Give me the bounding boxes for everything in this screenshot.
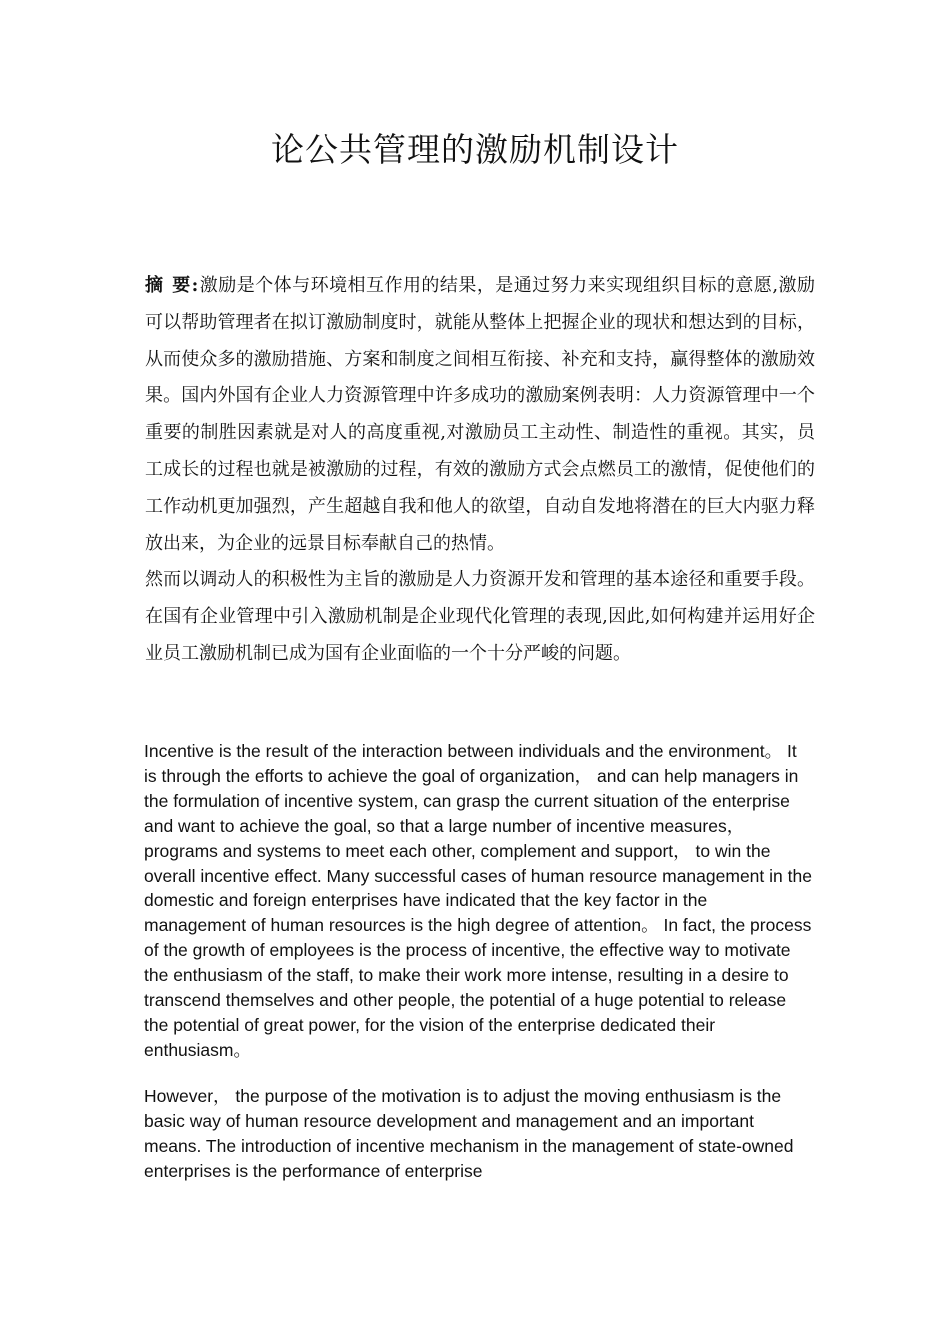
english-abstract-paragraph-2: However， the purpose of the motivation is to adjust the moving enthusiasm is the basic way of human resource development and management and an important means. The introduction of incentive mechanism in the management of state-owned enterprises is the performance of enterprise: [144, 1085, 794, 1181]
chinese-abstract-paragraph-1: [145, 268, 815, 562]
abstract-label: 摘 要:: [145, 275, 200, 296]
chinese-abstract: [145, 268, 815, 673]
document-title: 论公共管理的激励机制设计: [271, 130, 679, 169]
chinese-abstract-paragraph-2: 然而以调动人的积极性为主旨的激励是人力资源开发和管理的基本途径和重要手段。在国有企业管理中引入激励机制是企业现代化管理的表现,因此,如何构建并运用好企业员工激励机制已成为国有企业面临的一个十分严峻的问题。: [145, 569, 815, 664]
english-abstract: [144, 739, 814, 1183]
english-abstract-paragraph-1: Incentive is the result of the interaction between individuals and the environment。 It is through the efforts to achieve the goal of organization， and can help managers in the formulation of incentive system, can grasp the current situation of the enterprise and want to achieve the goal, so that a large number of incentive measures， programs and systems to meet each other, complement and support， to win the overall incentive effect. Many successful cases of human resource management in the domestic and foreign enterprises have indicated that the key factor in the management of human resources is the high degree of attention。 In fact, the process of the growth of employees is the process of incentive, the effective way to motivate the enthusiasm of the staff, to make their work more intense, resulting in a desire to transcend themselves and other people, the potential of a huge potential to release the potential of great power, for the vision of the enterprise dedicated their enthusiasm。: [144, 741, 812, 1060]
chinese-abstract-text-1: 激励是个体与环境相互作用的结果，是通过努力来实现组织目标的意愿,激励可以帮助管理者在拟订激励制度时，就能从整体上把握企业的现状和想达到的目标，从而使众多的激励措施、方案和制度之间相互衔接、补充和支持，赢得整体的激励效果。国内外国有企业人力资源管理中许多成功的激励案例表明：人力资源管理中一个重要的制胜因素就是对人的高度重视,对激励员工主动性、制造性的重视。其实，员工成长的过程也就是被激励的过程，有效的激励方式会点燃员工的激情，促使他们的工作动机更加强烈，产生超越自我和他人的欲望，自动自发地将潜在的巨大内驱力释放出来，为企业的远景目标奉献自己的热情。: [145, 275, 815, 554]
